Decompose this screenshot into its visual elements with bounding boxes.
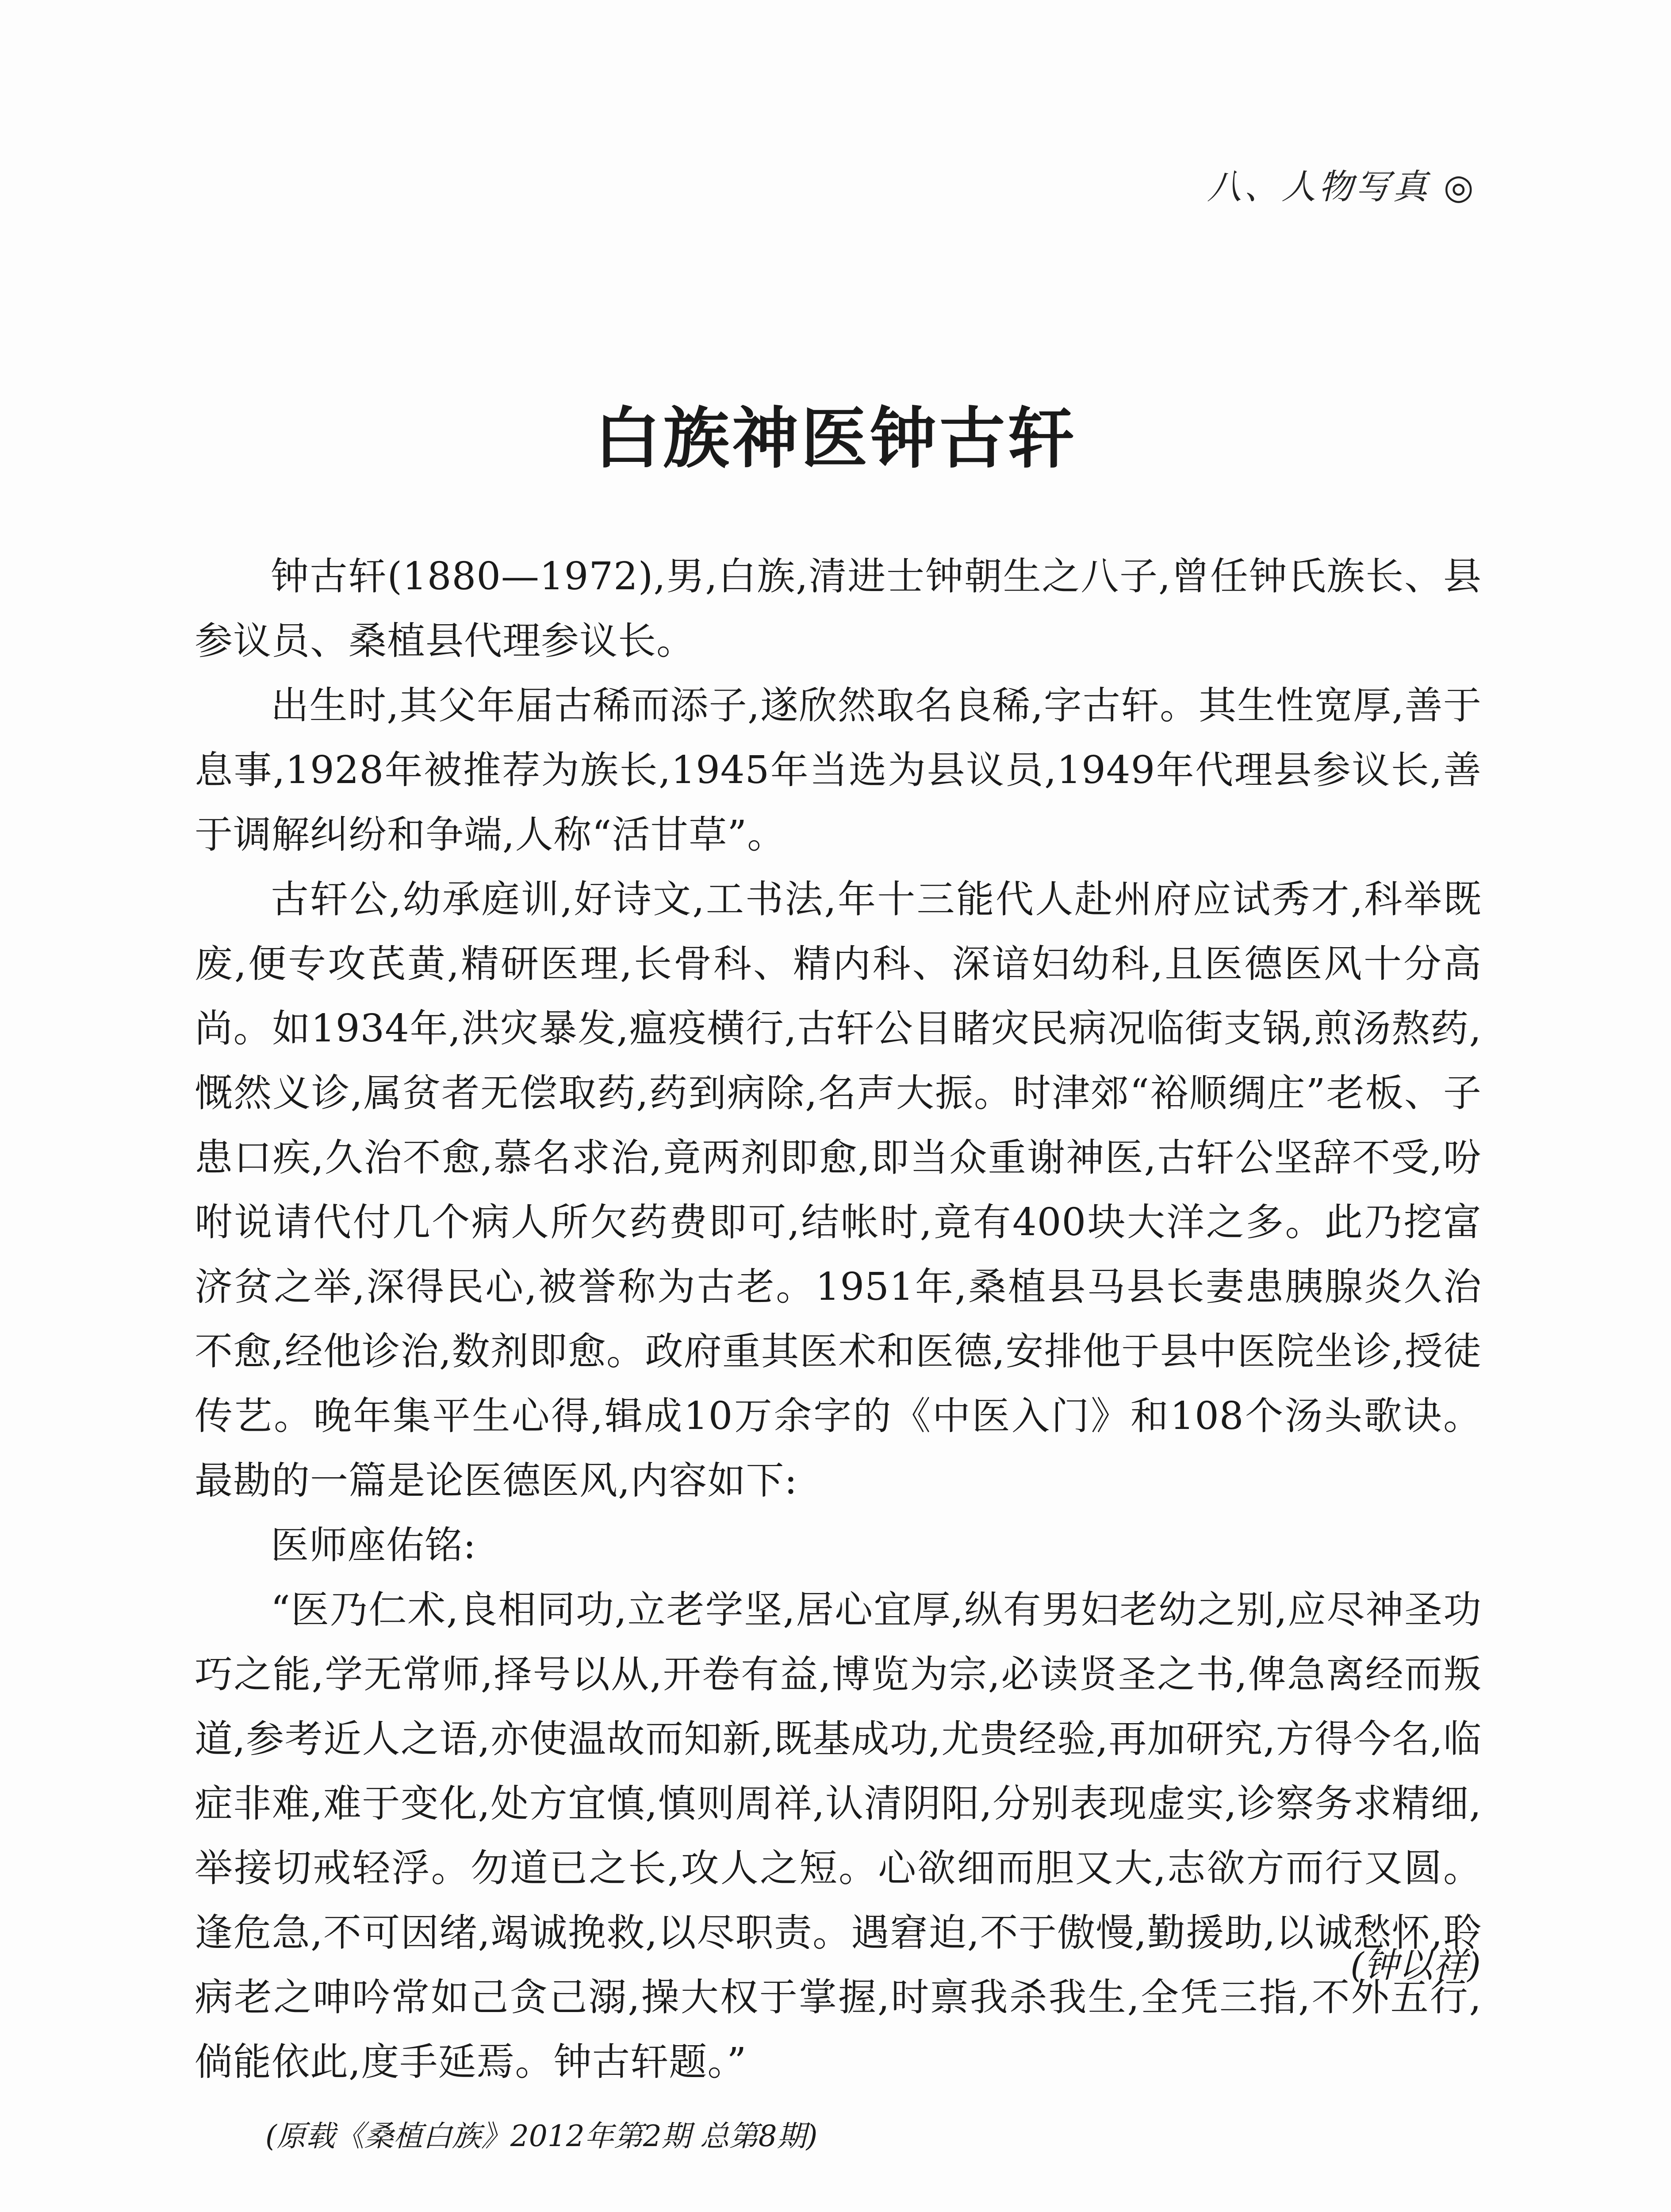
author-signature: (钟以祥)	[1350, 1946, 1481, 1985]
running-head: 八、人物写真 ◎	[1207, 167, 1476, 207]
paragraph-motto: “医乃仁术,良相同功,立老学坚,居心宜厚,纵有男妇老幼之别,应尽神圣功巧之能,学无常师,择号以从,开卷有益,博览为宗,必读贤圣之书,俾急离经而叛道,参考近人之语,亦使温故而知新,既基成功,尤贵经验,再加研究,方得今名,临症非难,难于变化,处方宜慎,慎则周祥,认清阴阳,分别表现虚实,诊察务求精细,举接切戒轻浮。勿道已之长,攻人之短。心欲细而胆又大,志欲方而行又圆。逢危急,不可因绪,竭诚挽救,以尽职责。遇窘迫,不于傲慢,勤援助,以诚愁怀,聆病老之呻吟常如己贪己溺,操大权于掌握,时禀我杀我生,全凭三指,不外五行,倘能依此,度手延焉。钟古轩题。”	[195, 1588, 1482, 2084]
paragraph-medicine: 古轩公,幼承庭训,好诗文,工书法,年十三能代人赴州府应试秀才,科举既废,便专攻芪黄,精研医理,长骨科、精内科、深谙妇幼科,且医德医风十分高尚。如1934年,洪灾暴发,瘟疫横行,古轩公目睹灾民病况临街支锅,煎汤熬药,慨然义诊,属贫者无偿取药,药到病除,名声大振。时津郊“裕顺绸庄”老板、子患口疾,久治不愈,慕名求治,竟两剂即愈,即当众重谢神医,古轩公坚辞不受,吩咐说请代付几个病人所欠药费即可,结帐时,竟有400块大洋之多。此乃挖富济贫之举,深得民心,被誉称为古老。1951年,桑植县马县长妻患胰腺炎久治不愈,经他诊治,数剂即愈。政府重其医术和医德,安排他于县中医院坐诊,授徒传艺。晚年集平生心得,辑成10万余字的《中医入门》和108个汤头歌诀。最勘的一篇是论医德医风,内容如下:	[195, 877, 1482, 1503]
paragraph-motto-heading: 医师座佑铭:	[271, 1523, 476, 1567]
article-title: 白族神医钟古轩	[594, 399, 1077, 477]
paragraph-birth: 出生时,其父年届古稀而添子,遂欣然取名良稀,字古轩。其生性宽厚,善于息事,1928年被推荐为族长,1945年当选为县议员,1949年代理县参议长,善于调解纠纷和争端,人称“活甘草”。	[195, 684, 1482, 857]
article-body	[195, 544, 1482, 2094]
paragraph-intro: 钟古轩(1880—1972),男,白族,清进士钟朝生之八子,曾任钟氏族长、县参议员、桑植县代理参议长。	[195, 554, 1482, 663]
source-note: (原载《桑植白族》2012年第2期 总第8期)	[265, 2119, 818, 2153]
